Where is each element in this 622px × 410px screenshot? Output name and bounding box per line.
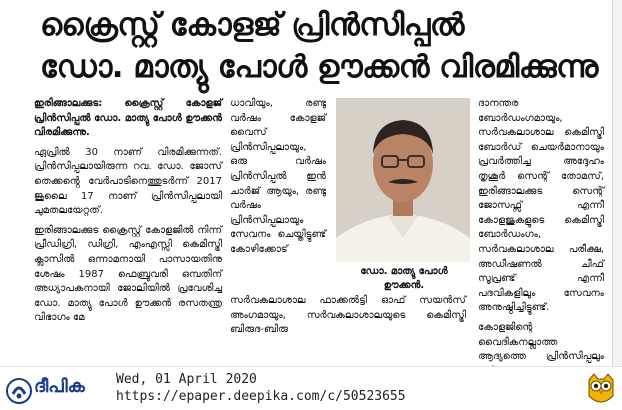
- photo-caption: ഡോ. മാത്യു പോൾ ഊക്കൻ.: [360, 266, 448, 291]
- article-column-3: [478, 97, 604, 399]
- deepika-logo-icon: [6, 378, 32, 404]
- portrait-photo: [336, 98, 470, 262]
- owl-icon: [585, 372, 617, 406]
- article-column-2: [230, 97, 326, 263]
- adjacent-page-edge: [612, 0, 622, 366]
- portrait-illustration: [336, 98, 470, 262]
- article-lead-paragraph: ഇരിങ്ങാലക്കുട: ക്രൈസ്റ്റ് കോളജ് പ്രിൻസിപ്പൽ ഡോ. മാത്യു പോൾ ഊക്കൻ വിരമിക്കുന്നു.: [34, 98, 222, 139]
- headline-line-1: ക്രൈസ്റ്റ് കോളജ് പ്രിൻസിപ്പൽ: [40, 7, 464, 43]
- article-paragraph: സർവകലാശാല ഫാക്കൽട്ടി ഓഫ് സയൻസ് അംഗമായും, സർവകലാശാലയുടെ കെമിസ്ട്രി ബിരുദ-ബിരു: [230, 295, 466, 336]
- article-paragraph: ഏപ്രിൽ 30 നാണ് വിരമിക്കുന്നത്. പ്രിൻസിപ്പലായിരുന്ന റവ. ഡോ. ജോസ് തെക്കൻ്റെ വേർപാടിനെത്തുടർന്ന് 2017 ജൂലൈ 17 നാണ് പ്രിൻസിപ്പലായി ചുമതലയേറ്റത്.: [34, 146, 222, 217]
- article-column-2-continued: [230, 294, 466, 343]
- article-paragraph: ധാവിയും, രണ്ടു വർഷം കോളജ് വൈസ് പ്രിൻസിപ്പലായും, ഒരു വർഷം പ്രിൻസിപ്പൽ ഇൻ ചാർജ് ആയും, രണ്ടു വർഷം പ്രിൻസിപ്പലായും സേവനം ചെയ്തിട്ടുണ്ട് കോഴിക്കോട്: [230, 98, 326, 255]
- article-column-1: [34, 97, 222, 331]
- headline-line-2: ഡോ. മാത്യു പോൾ ഊക്കൻ വിരമിക്കുന്നു: [40, 49, 598, 85]
- article-paragraph: ദാനന്തര ബോർഡംഗമായും, സർവകലാശാല കെമിസ്ട്രി ബോർഡ് ചെയർമാനായും പ്രവർത്തിച്ച അദ്ദേഹം തൃശൂർ സെന്റ് തോമസ്, ഇരിങ്ങാലക്കുട സെന്റ് ജോസഫ്സ് എന്നീ കോളജുകളുടെ കെമിസ്ട്രി ബോർഡംഗം, സർവകലാശാല പരീക്ഷ, അഡീഷണൽ ചീഫ് സൂപ്രണ്ട് എന്നീ പദവികളിലും സേവനം അനുഷ്ഠിച്ചിട്ടുണ്ട്.: [478, 98, 604, 314]
- epaper-footer: [0, 366, 622, 410]
- article-paragraph: കോളജിന്റെ വൈദികനല്ലാത്ത ആദ്യത്തെ പ്രിൻസിപ്പലും: [478, 321, 604, 363]
- publication-date: Wed, 01 April 2020: [116, 372, 257, 387]
- publication-name: ദീപിക: [34, 376, 85, 397]
- epaper-url-link[interactable]: https://epaper.deepika.com/c/50523655: [116, 389, 406, 404]
- article-paragraph: ഇരിങ്ങാലക്കുട ക്രൈസ്റ്റ് കോളജിൽ നിന്ന് പ്രീഡിഗ്രി, ഡിഗ്രി, എംഎസ്സി കെമിസ്ട്രി ക്ലാസിൽ ഒന്നാമനായി പാസായതിനു ശേഷം 1987 ഫെബ്രുവരി ഒമ്പതിന് അധ്യാപകനായി ജോലിയിൽ പ്രവേശിച്ച ഡോ. മാത്യു പോൾ ഊക്കൻ രസതന്ത്ര വിഭാഗം മേ: [34, 224, 222, 324]
